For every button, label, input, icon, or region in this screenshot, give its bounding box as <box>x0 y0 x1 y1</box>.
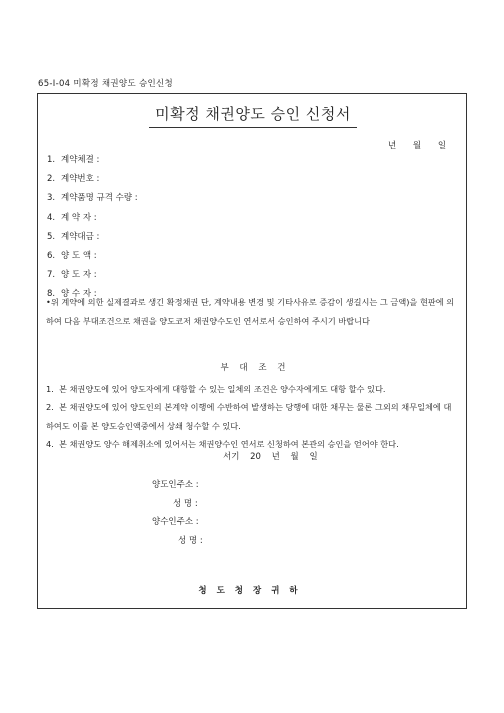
conditions-list <box>46 380 456 453</box>
item-number: 4. <box>47 212 56 223</box>
form-title: 미확정 채권양도 승인 신청서 <box>155 105 351 123</box>
condition-number: 2. <box>46 402 54 413</box>
item-label: 계약품명 규격 수량 : <box>61 193 138 204</box>
condition-number: 4. <box>46 438 54 449</box>
item-number: 5. <box>47 231 56 242</box>
condition-text: 본 채권양도에 있어 양도인의 본계약 이행에 수반하여 발생하는 당행에 대한 채무는 물론 그외의 채무일체에 대하여도 이를 본 양도승인액중에서 상쇄 청수할 수 있다. <box>46 402 452 431</box>
conditions-title: 부 대 조 건 <box>220 363 286 373</box>
form-code: 65-I-04 미확정 채권양도 승인신청 <box>38 79 174 89</box>
item-number: 2. <box>47 174 56 185</box>
request-note: •위 계약에 의한 실제결과로 생긴 확정채권 단, 계약내용 변경 및 기타사유로 증감이 생길시는 그 금액)을 현판에 의하여 다음 부대조건으로 채권을 양도코저 채권양수도인 연서로서 승인하여 주시기 바랍니다 <box>46 297 455 326</box>
transferor-name-label: 성 명 : <box>173 499 198 509</box>
list-item <box>47 189 138 208</box>
list-item <box>47 247 138 266</box>
item-list <box>47 151 138 305</box>
recipient-line: 청도청장귀하 <box>198 586 308 596</box>
condition-item <box>46 398 456 435</box>
item-number: 3. <box>47 193 56 204</box>
condition-item <box>46 380 456 398</box>
list-item <box>47 151 138 170</box>
item-label: 계 약 자 : <box>61 212 97 223</box>
item-label: 계약번호 : <box>61 174 100 185</box>
list-item <box>47 266 138 285</box>
item-number: 1. <box>47 155 56 165</box>
item-label: 계약체결 : <box>61 155 100 165</box>
sign-date: 서기 20 년 월 일 <box>223 452 318 462</box>
transferee-name-label: 성 명 : <box>178 536 203 546</box>
item-number: 8. <box>47 289 56 300</box>
item-number: 7. <box>47 270 56 281</box>
list-item <box>47 228 138 247</box>
item-label: 양 도 자 : <box>61 270 97 281</box>
condition-text: 본 채권양도 양수 해제취소에 있어서는 채권양수인 연서로 신청하여 본관의 승인을 얻어야 한다. <box>59 438 399 449</box>
list-item <box>47 170 138 189</box>
item-label: 계약대금 : <box>61 231 100 242</box>
title-box <box>149 101 357 128</box>
date-line: 년 월 일 <box>388 141 447 151</box>
form-frame <box>37 93 467 609</box>
item-label: 양 수 자 : <box>61 289 97 300</box>
list-item <box>47 209 138 228</box>
item-number: 6. <box>47 250 56 261</box>
condition-number: 1. <box>46 384 54 394</box>
transferor-address-label: 양도인주소 : <box>152 480 199 490</box>
item-label: 양 도 액 : <box>61 250 97 261</box>
condition-text: 본 채권양도에 있어 양도자에게 대항할 수 있는 일체의 조건은 양수자에게도 대항 할수 있다. <box>59 384 386 394</box>
transferee-address-label: 양수인주소 : <box>152 517 199 527</box>
